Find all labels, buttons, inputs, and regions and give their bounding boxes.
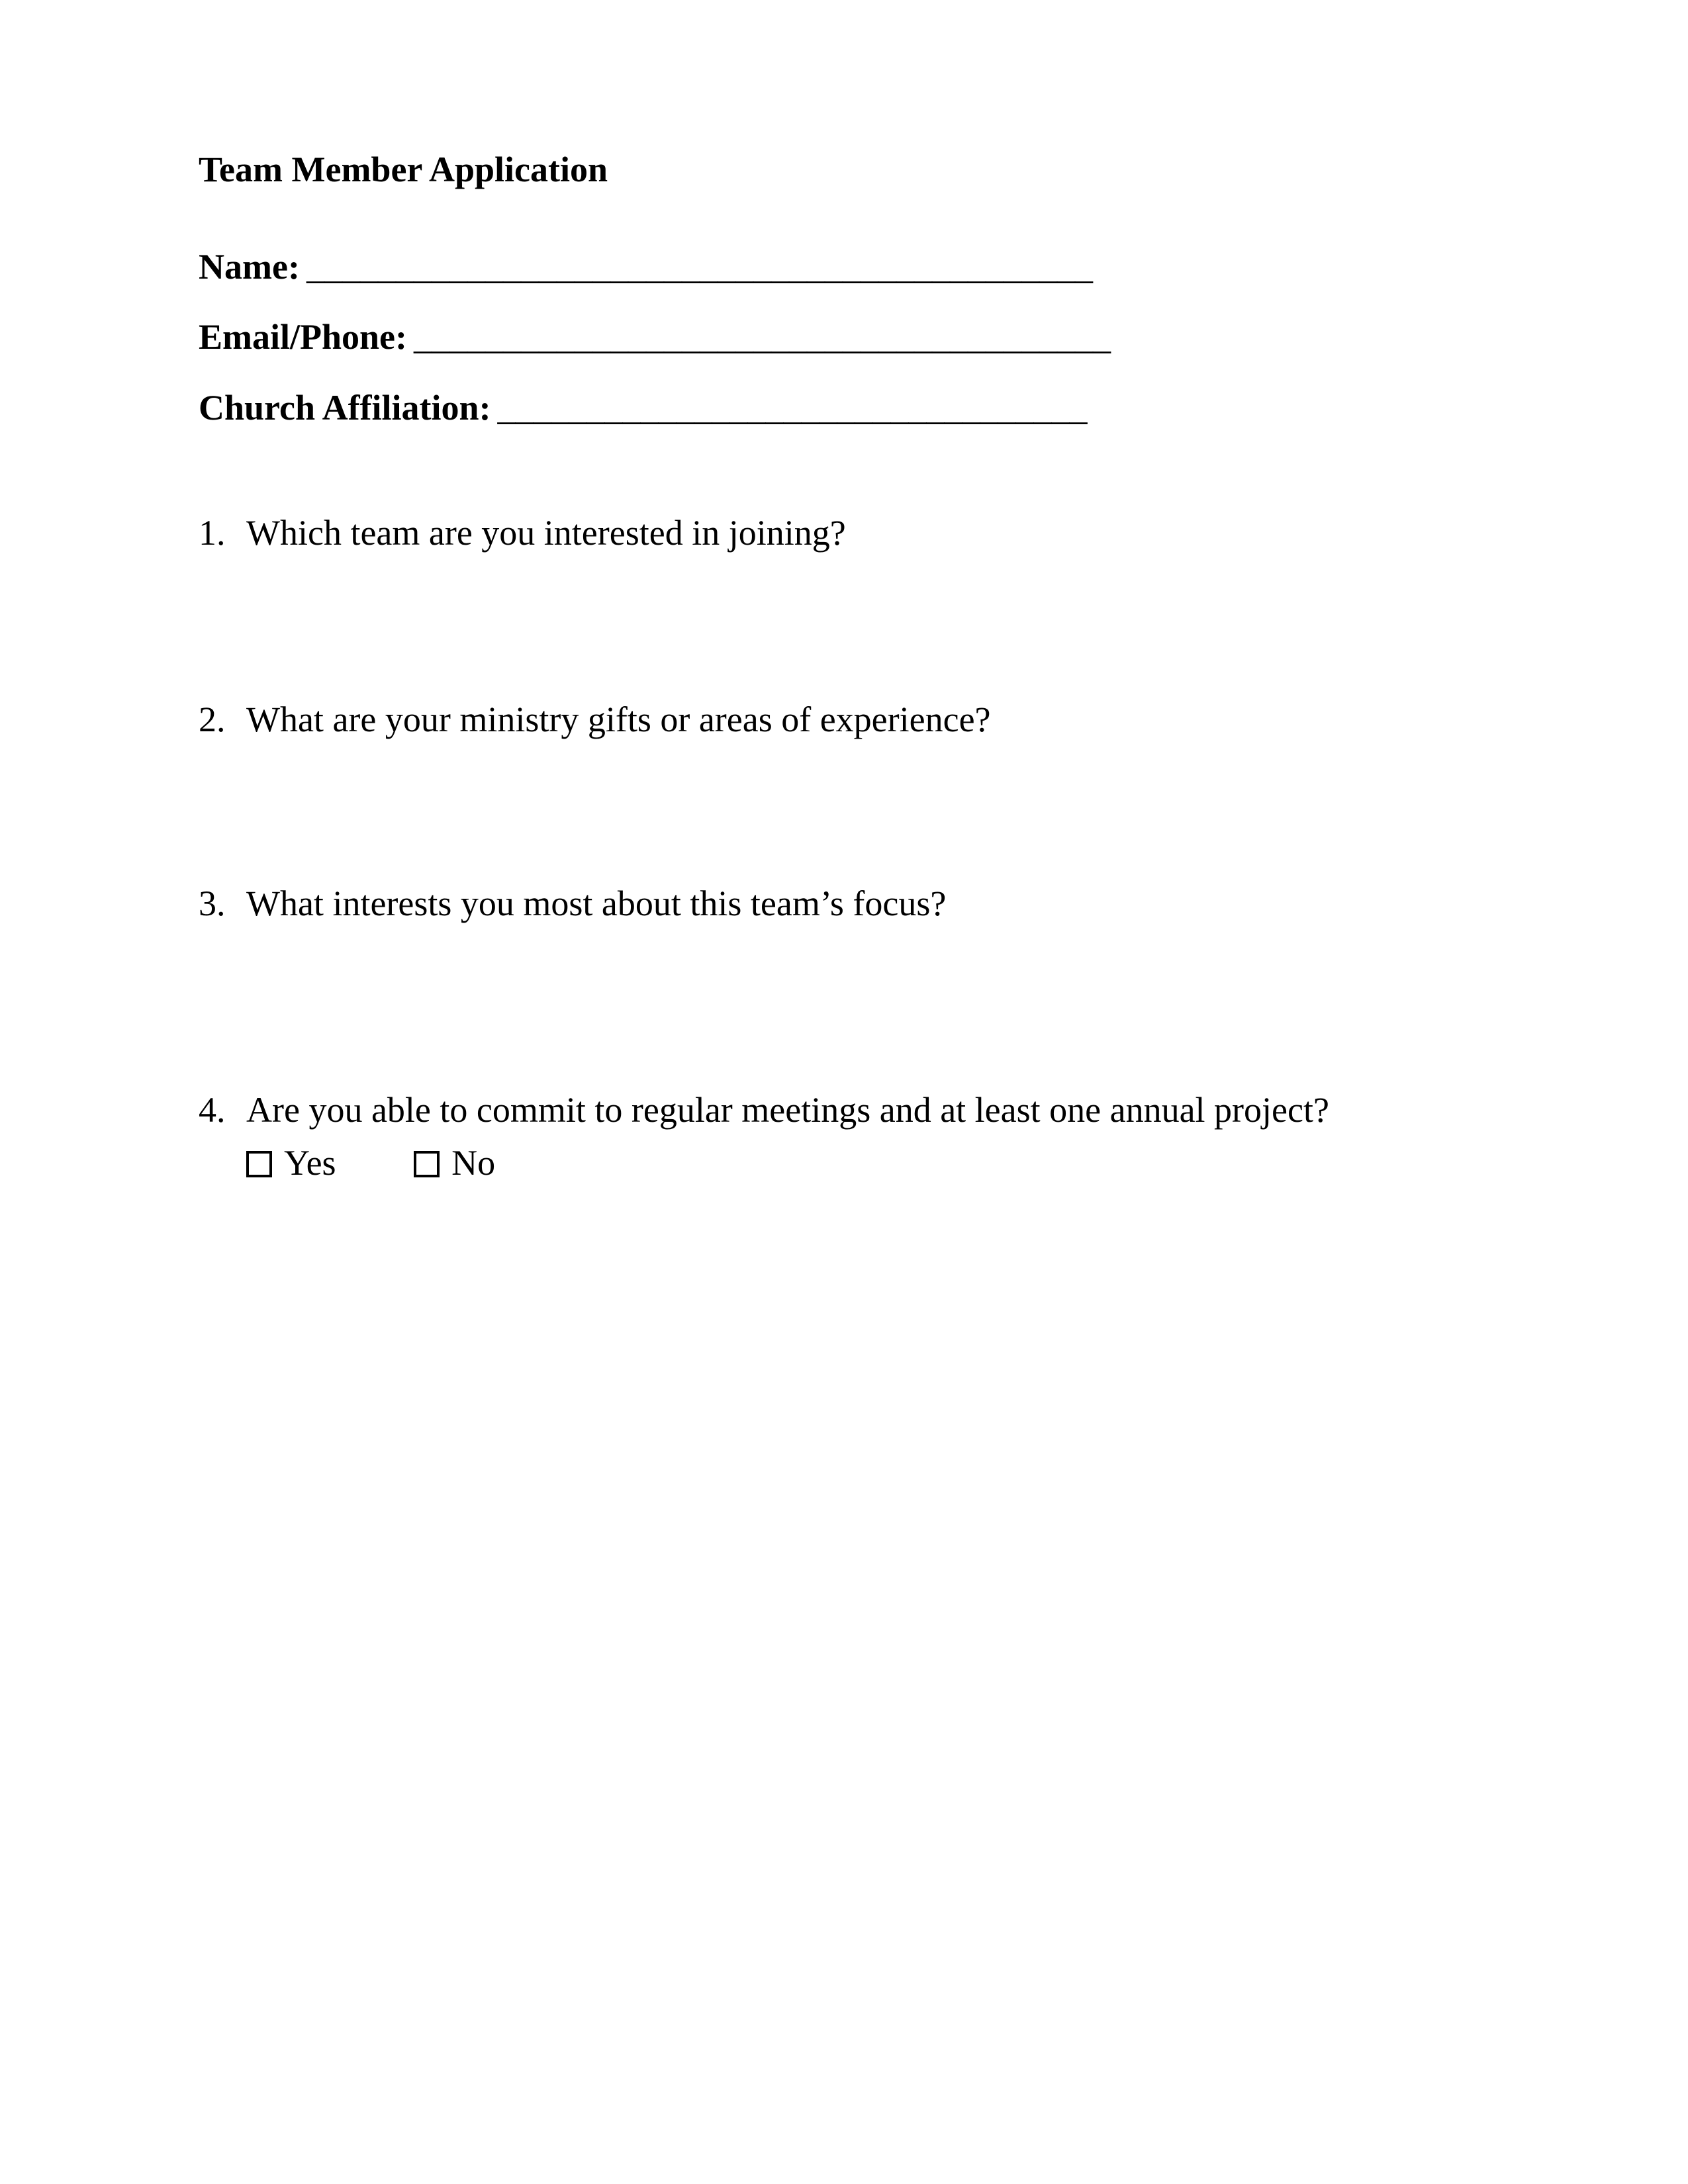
question-1-number: 1. [199,513,226,553]
no-checkbox[interactable] [414,1151,440,1177]
no-option [414,1145,495,1181]
question-1 [199,515,846,551]
email-phone-field-row [199,319,1111,355]
church-affiliation-input-line[interactable]: _________________________________ [497,388,1088,428]
church-affiliation-field-row [199,390,1088,426]
name-field-row [199,249,1093,285]
email-phone-field-label: Email/Phone: [199,317,408,357]
yes-option-label: Yes [284,1143,336,1183]
question-1-text: Which team are you interested in joining? [246,513,846,553]
question-3-number: 3. [199,884,226,923]
yes-option [246,1145,336,1181]
name-input-line[interactable]: ____________________________________________ [306,247,1093,287]
document-title: Team Member Application [199,150,608,189]
no-option-label: No [451,1143,496,1183]
question-2-text: What are your ministry gifts or areas of experience? [246,700,991,739]
question-4 [199,1092,1329,1128]
question-4-options-row [246,1145,495,1181]
church-affiliation-field-label: Church Affiliation: [199,388,491,428]
question-4-number: 4. [199,1090,226,1130]
yes-checkbox[interactable] [246,1151,272,1177]
question-3-text: What interests you most about this team’s focus? [246,884,947,923]
question-4-text: Are you able to commit to regular meetings and at least one annual project? [246,1090,1329,1130]
question-3 [199,886,946,921]
question-2-number: 2. [199,700,226,739]
question-2 [199,702,991,737]
email-phone-input-line[interactable]: _______________________________________ [414,317,1111,357]
name-field-label: Name: [199,247,300,287]
